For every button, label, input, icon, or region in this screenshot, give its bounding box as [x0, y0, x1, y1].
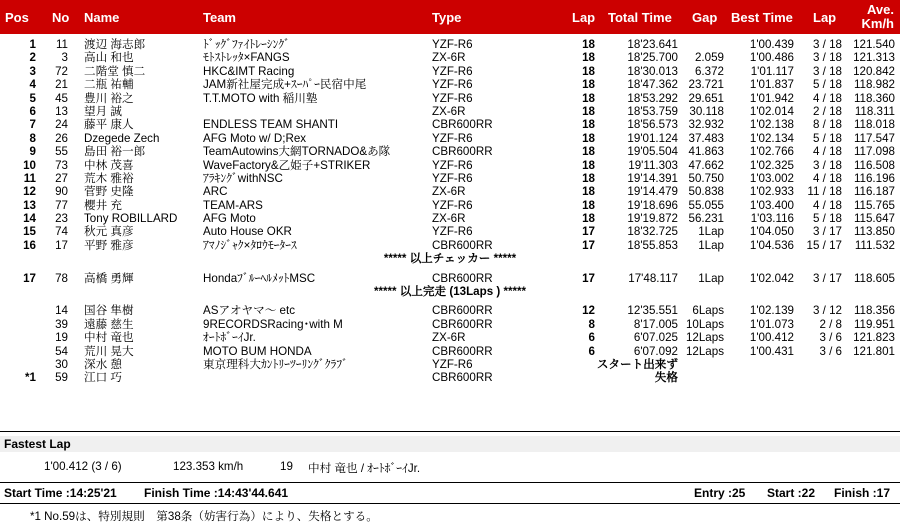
result-row — [0, 225, 900, 238]
no-cell: 3 — [61, 51, 68, 65]
total-time: 18'23.641 — [627, 38, 678, 51]
pos-cell: 4 — [29, 78, 36, 92]
pos-cell: 8 — [29, 131, 36, 145]
team-name: WaveFactory&乙姫子+STRIKER — [203, 158, 371, 172]
gap: 30.118 — [689, 104, 724, 118]
rider-name: 中村 竜也 — [84, 331, 134, 345]
pos-cell: *1 — [25, 371, 36, 385]
best-lap: 2 / 18 — [812, 104, 842, 118]
divider — [0, 431, 900, 432]
average-speed: 113.850 — [853, 225, 895, 239]
rider-name: 豊川 裕之 — [84, 91, 134, 105]
col-best-time: Best Time — [731, 10, 793, 25]
no-cell: 77 — [55, 198, 68, 212]
best-lap: 4 / 18 — [812, 145, 842, 159]
no-cell: 30 — [55, 357, 68, 371]
rider-name: 望月 誠 — [84, 104, 123, 118]
no-cell: 39 — [55, 317, 68, 331]
gap: 50.838 — [688, 185, 724, 199]
gap: 41.863 — [688, 145, 724, 159]
rider-name: 荒川 晃大 — [84, 344, 134, 358]
col-pos: Pos — [5, 10, 29, 25]
no-cell: 73 — [55, 158, 68, 172]
best-time: 1'01.942 — [749, 91, 794, 105]
no-cell: 72 — [55, 64, 68, 78]
best-time: 1'04.536 — [749, 238, 794, 252]
col-average-line1: Ave. — [867, 2, 894, 17]
machine-type: ZX-6R — [432, 212, 466, 226]
average-speed: 121.801 — [853, 344, 895, 358]
total-time: 6'07.092 — [633, 344, 678, 358]
machine-type: CBR600RR — [432, 145, 493, 159]
gap: 1Lap — [698, 225, 724, 239]
lap-count: 18 — [582, 78, 595, 92]
best-lap: 3 / 18 — [812, 38, 842, 51]
lap-count: 18 — [582, 104, 595, 118]
average-speed: 115.647 — [853, 212, 895, 226]
pos-cell: 13 — [23, 198, 36, 212]
result-row — [0, 51, 900, 64]
gap: 32.932 — [688, 118, 724, 132]
result-row — [0, 145, 900, 158]
no-cell: 17 — [55, 238, 68, 252]
rider-name: 島田 裕一郎 — [84, 145, 146, 159]
total-time: 19'19.872 — [627, 212, 678, 226]
rider-name: 深水 憩 — [84, 357, 123, 371]
col-average — [834, 3, 894, 31]
col-no: No — [52, 10, 70, 25]
gap: 56.231 — [688, 212, 724, 226]
rider-name: 二階堂 慎二 — [84, 64, 146, 78]
total-time: 19'01.124 — [627, 131, 678, 145]
rider-name: 櫻井 充 — [84, 198, 123, 212]
team-name: 9RECORDSRacing･with M — [203, 317, 343, 331]
fastest-lap-no: 19 — [280, 460, 293, 473]
best-time: 1'03.116 — [750, 212, 794, 226]
col-type: Type — [432, 10, 462, 25]
gap: 29.651 — [688, 91, 724, 105]
rider-name: 高橋 勇輝 — [84, 271, 134, 285]
lap-count: 18 — [582, 51, 595, 65]
result-row — [0, 132, 900, 145]
machine-type: ZX-6R — [432, 331, 466, 345]
gap: 47.662 — [688, 158, 724, 172]
average-speed: 120.842 — [853, 64, 895, 78]
machine-type: YZF-R6 — [432, 357, 473, 371]
pos-cell: 15 — [23, 225, 36, 239]
best-time: 1'00.486 — [749, 51, 794, 65]
best-time: 1'00.431 — [749, 344, 794, 358]
lap-count: 17 — [582, 225, 595, 239]
team-name: TEAM-ARS — [203, 198, 263, 212]
best-lap: 3 / 17 — [812, 225, 842, 239]
result-row — [0, 78, 900, 91]
no-cell: 78 — [55, 271, 68, 285]
best-time: 1'03.400 — [749, 198, 794, 212]
machine-type: ZX-6R — [432, 104, 466, 118]
lap-count: 17 — [582, 238, 595, 252]
machine-type: YZF-R6 — [432, 158, 473, 172]
col-gap: Gap — [692, 10, 718, 25]
no-cell: 24 — [55, 118, 68, 132]
no-cell: 13 — [55, 104, 68, 118]
total-time: 17'48.117 — [628, 271, 678, 285]
machine-type: ZX-6R — [432, 51, 466, 65]
team-name: JAM新社屋完成+ｽｰﾊﾟｰ民宿中尾 — [203, 78, 367, 92]
rider-name: 秋元 真彦 — [84, 225, 134, 239]
lap-count: 18 — [582, 212, 595, 226]
lap-count: 6 — [588, 331, 595, 345]
machine-type: YZF-R6 — [432, 91, 473, 105]
average-speed: 118.605 — [853, 271, 895, 285]
average-speed: 119.951 — [853, 317, 895, 331]
machine-type: YZF-R6 — [432, 198, 473, 212]
no-cell: 27 — [55, 171, 68, 185]
fastest-lap-label: Fastest Lap — [4, 437, 71, 451]
machine-type: YZF-R6 — [432, 225, 473, 239]
best-lap: 3 / 18 — [812, 51, 842, 65]
team-name: ｱﾏﾉｼﾞｬｸ×ﾀﾛｳﾓｰﾀｰｽ — [203, 238, 297, 252]
gap: 55.055 — [688, 198, 724, 212]
best-time: 1'03.002 — [749, 171, 794, 185]
lap-count: 18 — [582, 145, 595, 159]
status-note: 失格 — [654, 371, 678, 385]
fastest-lap-rider: 中村 竜也 / ｵｰﾄﾎﾞｰｲJr. — [308, 462, 421, 475]
gap: 1Lap — [698, 271, 724, 285]
best-lap: 4 / 18 — [812, 198, 842, 212]
average-speed: 116.508 — [853, 158, 895, 172]
machine-type: YZF-R6 — [432, 38, 473, 51]
gap: 23.721 — [688, 78, 724, 92]
result-row — [0, 358, 900, 371]
machine-type: CBR600RR — [432, 317, 493, 331]
average-speed: 111.532 — [854, 238, 895, 252]
gap: 37.483 — [688, 131, 724, 145]
average-speed: 121.313 — [853, 51, 895, 65]
no-cell: 23 — [55, 212, 68, 226]
result-row — [0, 212, 900, 225]
machine-type: CBR600RR — [432, 118, 493, 132]
no-cell: 55 — [55, 145, 68, 159]
no-cell: 14 — [55, 304, 68, 318]
result-row — [0, 345, 900, 358]
rider-name: Dzegede Zech — [84, 131, 160, 145]
best-time: 1'02.014 — [749, 104, 794, 118]
pos-cell: 2 — [29, 51, 36, 65]
result-row — [0, 65, 900, 78]
footer-stats — [0, 486, 900, 502]
best-time: 1'01.073 — [749, 317, 794, 331]
machine-type: CBR600RR — [432, 344, 493, 358]
lap-count: 18 — [582, 158, 595, 172]
rider-name: 高山 和也 — [84, 51, 134, 65]
gap: 12Laps — [685, 344, 724, 358]
total-time: 19'11.303 — [628, 158, 678, 172]
col-average-line2: Km/h — [861, 16, 894, 31]
total-time: 18'30.013 — [627, 64, 678, 78]
finish-count: Finish :17 — [834, 486, 891, 500]
no-cell: 59 — [55, 371, 68, 385]
team-name: 東京理科大ｶﾝﾄﾘｰﾂｰﾘﾝｸﾞｸﾗﾌﾞ — [203, 357, 348, 371]
col-name: Name — [84, 10, 120, 25]
lap-count: 18 — [582, 118, 595, 132]
no-cell: 90 — [55, 185, 68, 199]
total-time: 18'53.292 — [627, 91, 678, 105]
col-total-time: Total Time — [608, 10, 672, 25]
best-time: 1'02.933 — [749, 185, 794, 199]
best-lap: 3 / 12 — [812, 304, 842, 318]
gap: 6.372 — [694, 64, 724, 78]
best-lap: 4 / 18 — [812, 171, 842, 185]
best-lap: 4 / 18 — [812, 91, 842, 105]
finish-label — [0, 285, 900, 298]
rider-name: Tony ROBILLARD — [84, 212, 178, 226]
fastest-lap-time: 1'00.412 (3 / 6) — [44, 460, 122, 473]
results-table — [0, 38, 900, 385]
average-speed: 117.547 — [853, 131, 895, 145]
lap-count: 18 — [582, 198, 595, 212]
machine-type: CBR600RR — [432, 271, 493, 285]
average-speed: 121.823 — [853, 331, 895, 345]
lap-count: 17 — [582, 271, 595, 285]
rider-name: 渡辺 海志郎 — [84, 38, 146, 51]
team-name: T.T.MOTO with 稲川塾 — [203, 91, 318, 105]
lap-count: 8 — [588, 317, 595, 331]
result-row — [0, 92, 900, 105]
best-time: 1'01.837 — [749, 78, 794, 92]
team-name: AFG Moto w/ D;Rex — [203, 131, 307, 145]
average-speed: 118.311 — [854, 104, 895, 118]
result-row — [0, 272, 900, 285]
fastest-lap-heading — [0, 436, 900, 452]
status-note: スタート出来ず — [596, 357, 678, 371]
average-speed: 118.360 — [853, 91, 895, 105]
fastest-lap-speed: 123.353 km/h — [173, 460, 244, 473]
finish-time: Finish Time :14:43'44.641 — [144, 486, 289, 500]
no-cell: 45 — [55, 91, 68, 105]
pos-cell: 3 — [29, 64, 36, 78]
machine-type: ZX-6R — [432, 185, 466, 199]
divider — [0, 503, 900, 504]
pos-cell: 14 — [23, 212, 36, 226]
result-row — [0, 118, 900, 131]
best-lap: 3 / 6 — [819, 331, 842, 345]
no-cell: 74 — [55, 225, 68, 239]
average-speed: 118.982 — [853, 78, 895, 92]
pos-cell: 1 — [29, 38, 36, 51]
total-time: 19'18.696 — [627, 198, 678, 212]
best-time: 1'02.042 — [749, 271, 794, 285]
total-time: 18'25.700 — [627, 51, 678, 65]
finish-label-text: ***** 以上完走 (13Laps ) ***** — [373, 285, 527, 299]
best-time: 1'00.412 — [749, 331, 794, 345]
fastest-lap-row — [0, 460, 900, 476]
machine-type: CBR600RR — [432, 238, 493, 252]
checker-label-text: ***** 以上チェッカー ***** — [383, 252, 517, 266]
no-cell: 21 — [55, 78, 68, 92]
footnote-text: *1 No.59は、特別規則 第38条（妨害行為）により、失格とする。 — [30, 510, 378, 523]
rider-name: 藤平 康人 — [84, 118, 134, 132]
gap: 6Laps — [692, 304, 724, 318]
divider — [0, 482, 900, 483]
best-lap: 3 / 18 — [812, 64, 842, 78]
rider-name: 中林 茂喜 — [84, 158, 134, 172]
total-time: 18'55.853 — [627, 238, 678, 252]
team-name: HondaﾌﾞﾙｰﾍﾙﾒｯﾄMSC — [203, 271, 316, 285]
team-name: Auto House OKR — [203, 225, 292, 239]
average-speed: 118.356 — [853, 304, 895, 318]
team-name: ｵｰﾄﾎﾞｰｲJr. — [203, 331, 256, 345]
best-lap: 2 / 8 — [819, 317, 842, 331]
rider-name: 菅野 史隆 — [84, 185, 134, 199]
start-time: Start Time :14:25'21 — [4, 486, 117, 500]
team-name: ﾓﾄｽﾄﾚｯﾀ×FANGS — [203, 51, 290, 65]
result-row — [0, 318, 900, 331]
best-lap: 15 / 17 — [806, 238, 842, 252]
no-cell: 11 — [55, 38, 68, 51]
average-speed: 116.196 — [853, 171, 895, 185]
pos-cell: 7 — [29, 118, 36, 132]
best-time: 1'00.439 — [749, 38, 794, 51]
best-time: 1'02.134 — [749, 131, 794, 145]
start-count: Start :22 — [767, 486, 816, 500]
best-time: 1'02.138 — [749, 118, 794, 132]
rider-name: 平野 雅彦 — [84, 238, 134, 252]
team-name: MOTO BUM HONDA — [203, 344, 312, 358]
result-row — [0, 304, 900, 317]
rider-name: 江口 巧 — [84, 371, 123, 385]
average-speed: 115.765 — [853, 198, 895, 212]
pos-cell: 12 — [23, 185, 36, 199]
entry-count: Entry :25 — [694, 486, 746, 500]
result-row — [0, 38, 900, 51]
total-time: 19'14.479 — [627, 185, 678, 199]
total-time: 18'56.573 — [627, 118, 678, 132]
best-time: 1'02.325 — [749, 158, 794, 172]
gap: 1Lap — [698, 238, 724, 252]
best-time: 1'01.117 — [750, 64, 794, 78]
result-row — [0, 331, 900, 344]
rider-name: 荒木 雅裕 — [84, 171, 134, 185]
team-name: ARC — [203, 185, 228, 199]
machine-type: YZF-R6 — [432, 78, 473, 92]
total-time: 19'05.504 — [627, 145, 678, 159]
machine-type: YZF-R6 — [432, 131, 473, 145]
team-name: ﾄﾞｯｸﾞﾌｧｲﾄﾚｰｼﾝｸﾞ — [203, 38, 290, 51]
pos-cell: 9 — [29, 145, 36, 159]
gap: 10Laps — [685, 317, 724, 331]
lap-count: 18 — [582, 171, 595, 185]
team-name: ENDLESS TEAM SHANTI — [203, 118, 339, 132]
average-speed: 117.098 — [853, 145, 895, 159]
checker-label — [0, 252, 900, 265]
pos-cell: 11 — [23, 171, 36, 185]
rider-name: 二瓶 祐輔 — [84, 78, 134, 92]
average-speed: 118.018 — [853, 118, 895, 132]
average-speed: 121.540 — [853, 38, 895, 51]
lap-count: 18 — [582, 64, 595, 78]
lap-count: 6 — [588, 344, 595, 358]
col-lap: Lap — [572, 10, 596, 25]
pos-cell: 10 — [23, 158, 36, 172]
total-time: 18'53.759 — [627, 104, 678, 118]
machine-type: CBR600RR — [432, 304, 493, 318]
average-speed: 116.187 — [853, 185, 895, 199]
gap: 2.059 — [694, 51, 724, 65]
lap-count: 12 — [582, 304, 595, 318]
best-time: 1'02.766 — [749, 145, 794, 159]
col-best-lap: Lap — [813, 10, 837, 25]
rider-name: 遠藤 慈生 — [84, 317, 134, 331]
team-name: AFG Moto — [203, 212, 256, 226]
pos-cell: 16 — [23, 238, 36, 252]
lap-count: 18 — [582, 131, 595, 145]
total-time: 12'35.551 — [627, 304, 678, 318]
lap-count: 18 — [582, 91, 595, 105]
best-lap: 5 / 18 — [812, 131, 842, 145]
total-time: 18'32.725 — [627, 225, 678, 239]
rider-name: 国谷 隼樹 — [84, 304, 134, 318]
machine-type: CBR600RR — [432, 371, 493, 385]
result-row — [0, 199, 900, 212]
no-cell: 19 — [55, 331, 68, 345]
team-name: ASアオヤマ～ etc — [203, 304, 296, 318]
best-lap: 3 / 6 — [819, 344, 842, 358]
results-header — [0, 0, 900, 34]
lap-count: 18 — [582, 38, 595, 51]
no-cell: 54 — [55, 344, 68, 358]
total-time: 19'14.391 — [627, 171, 678, 185]
pos-cell: 17 — [23, 271, 36, 285]
result-row — [0, 159, 900, 172]
best-lap: 3 / 17 — [812, 271, 842, 285]
team-name: TeamAutowins大網TORNADO&あ隊 — [203, 145, 391, 159]
lap-count: 18 — [582, 185, 595, 199]
pos-cell: 5 — [29, 91, 36, 105]
team-name: ｱﾗｷﾝｸﾞwithNSC — [203, 171, 283, 185]
result-row — [0, 105, 900, 118]
machine-type: YZF-R6 — [432, 64, 473, 78]
best-lap: 3 / 18 — [812, 158, 842, 172]
gap: 12Laps — [685, 331, 724, 345]
result-row — [0, 172, 900, 185]
best-lap: 5 / 18 — [812, 78, 842, 92]
best-lap: 5 / 18 — [812, 212, 842, 226]
best-lap: 11 / 18 — [807, 185, 842, 199]
best-time: 1'04.050 — [749, 225, 794, 239]
total-time: 6'07.025 — [633, 331, 678, 345]
team-name: HKC&IMT Racing — [203, 64, 295, 78]
no-cell: 26 — [55, 131, 68, 145]
result-row — [0, 185, 900, 198]
result-row — [0, 371, 900, 384]
pos-cell: 6 — [29, 104, 36, 118]
total-time: 18'47.362 — [627, 78, 678, 92]
best-lap: 8 / 18 — [812, 118, 842, 132]
total-time: 8'17.005 — [633, 317, 678, 331]
machine-type: YZF-R6 — [432, 171, 473, 185]
best-time: 1'02.139 — [749, 304, 794, 318]
gap: 50.750 — [688, 171, 724, 185]
col-team: Team — [203, 10, 236, 25]
result-row — [0, 239, 900, 252]
